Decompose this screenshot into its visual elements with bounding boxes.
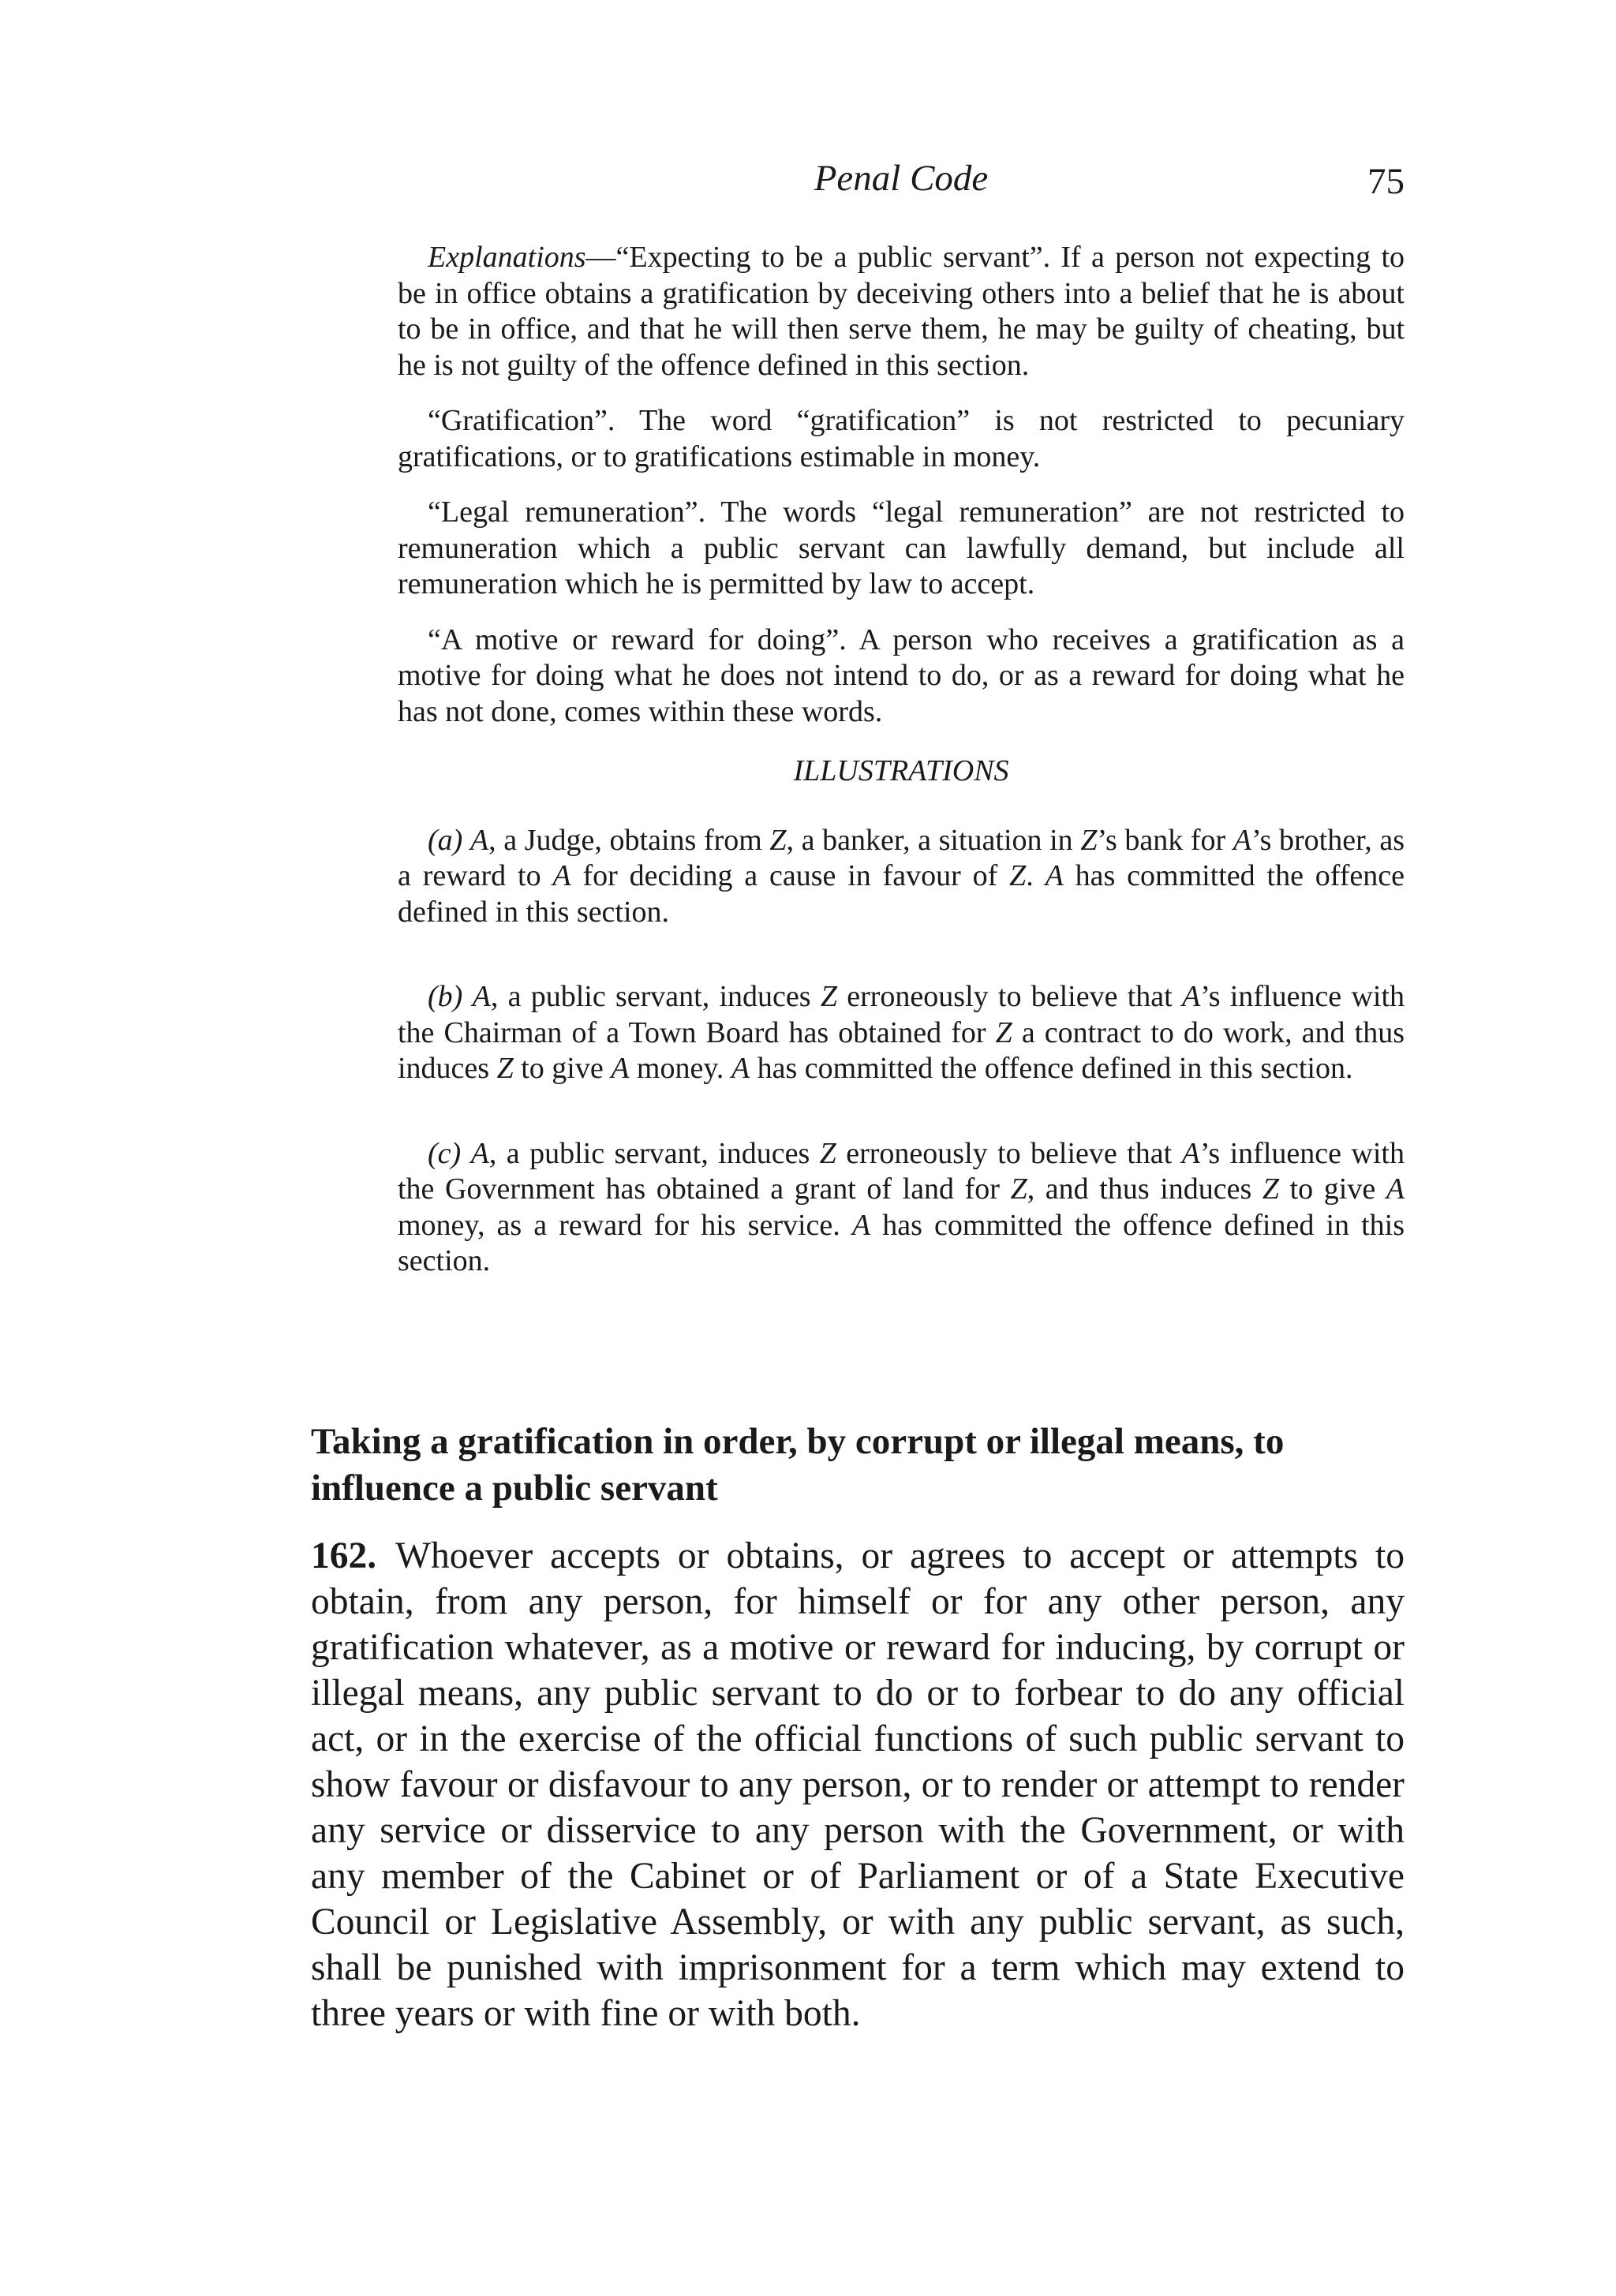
section-number: 162. xyxy=(311,1535,377,1576)
party-letter: A xyxy=(731,1052,750,1085)
illustration-text xyxy=(462,980,472,1013)
party-letter: A xyxy=(1233,823,1252,857)
illustration-label: (a) xyxy=(428,823,463,857)
explanation-paragraph-4: “A motive or reward for doing”. A person who receives a gratification as a motive for doing what he does not intend to do, or as a reward for doing what he has not done, comes within these words. xyxy=(398,623,1405,728)
illustration-text: has committed the offence defined in this section. xyxy=(750,1052,1353,1085)
illustration-text: , a public servant, induces xyxy=(490,980,821,1013)
party-letter: Z xyxy=(1262,1172,1280,1206)
party-letter: Z xyxy=(1080,823,1098,857)
party-letter: A xyxy=(1386,1172,1405,1206)
illustration-text: has committed the offence defined in this section. xyxy=(398,1208,1405,1277)
party-letter: A xyxy=(552,859,571,892)
illustration-text: to give xyxy=(1279,1172,1386,1206)
party-letter: Z xyxy=(1010,1172,1027,1206)
section-heading: Taking a gratification in order, by corrupt or illegal means, to influence a public servant xyxy=(311,1421,1285,1509)
illustration-b xyxy=(398,979,1405,1087)
explanations-dash: — xyxy=(585,241,616,274)
illustration-text: money. xyxy=(629,1052,731,1085)
party-letter: A xyxy=(470,1136,489,1170)
party-letter: Z xyxy=(769,823,787,857)
illustration-text: ’s brother, as a reward to xyxy=(398,823,1405,892)
illustration-text: ’s influence with the Chairman of a Town Board has obtained for xyxy=(398,980,1405,1049)
party-letter: A xyxy=(1045,859,1064,892)
section-text: Whoever accepts or obtains, or agrees to accept or attempts to obtain, from any person, for himself or for any other person, any gratification whatever, as a motive or reward for inducing, by corrupt or illegal means, any public servant to do or to forbear to do any official act, or in the exercise of the official functions of such public servant to show favour or disfavour to any person, or to render or attempt to render any service or disservice to any person with the Government, or with any member of the Cabinet or of Parliament or of a State Executive Council or Legislative Assembly, or with any public servant, as such, shall be punished with imprisonment for a term which may extend to three years or with fine or with both. xyxy=(311,1535,1405,2034)
illustration-text: erroneously to believe that xyxy=(836,980,1182,1013)
illustration-c xyxy=(398,1136,1405,1280)
illustration-text: a contract to do work, and thus induces xyxy=(398,1015,1405,1085)
party-letter: A xyxy=(1181,1136,1200,1170)
illustration-text: , and thus induces xyxy=(1027,1172,1262,1206)
illustration-text: , a public servant, induces xyxy=(488,1136,820,1170)
illustration-text: for deciding a cause in favour of xyxy=(570,859,1010,892)
illustration-text: , a banker, a situation in xyxy=(786,823,1081,857)
explanations-label: Explanations xyxy=(428,241,586,274)
explanation-text-1: “Expecting to be a public servant”. If a person not expecting to be in office obtains a gratification by deceiving others into a belief that he is about to be in office, and that he will then serve them, he may be guilty of cheating, but he is not guilty of the offence defined in this section. xyxy=(398,241,1405,382)
illustration-text: has committed the offence defined in this section. xyxy=(398,859,1405,929)
party-letter: Z xyxy=(820,980,837,1013)
illustration-label: (c) xyxy=(428,1136,462,1170)
illustration-text xyxy=(462,824,470,857)
party-letter: Z xyxy=(819,1136,836,1170)
illustration-text: ’s bank for xyxy=(1097,823,1233,857)
party-letter: Z xyxy=(995,1015,1012,1049)
party-letter: A xyxy=(1181,980,1201,1013)
illustration-text xyxy=(461,1137,470,1170)
illustration-text: to give xyxy=(513,1052,612,1085)
running-title: Penal Code xyxy=(814,158,989,199)
illustration-text: . xyxy=(1026,859,1046,892)
illustration-text: , a Judge, obtains from xyxy=(488,823,770,857)
page-number: 75 xyxy=(1367,161,1405,202)
section-162-body xyxy=(311,1533,1405,2036)
explanation-paragraph-1 xyxy=(398,240,1405,383)
party-letter: A xyxy=(472,980,491,1013)
explanation-paragraph-2: “Gratification”. The word “gratification” is not restricted to pecuniary gratifications, or to gratifications estimable in money. xyxy=(398,404,1405,473)
illustration-label: (b) xyxy=(428,980,463,1013)
illustration-text: money, as a reward for his service. xyxy=(398,1208,852,1242)
illustrations-heading: ILLUSTRATIONS xyxy=(793,754,1009,787)
party-letter: A xyxy=(469,823,489,857)
party-letter: A xyxy=(851,1208,871,1242)
party-letter: Z xyxy=(496,1052,514,1085)
illustration-text: ’s influence with the Government has obtained a grant of land for xyxy=(398,1136,1405,1206)
illustration-text: erroneously to believe that xyxy=(836,1136,1182,1170)
illustration-a xyxy=(398,823,1405,931)
running-header xyxy=(398,155,1405,210)
party-letter: A xyxy=(611,1052,630,1085)
explanations-block xyxy=(398,240,1405,1280)
party-letter: Z xyxy=(1009,859,1027,892)
explanation-paragraph-3: “Legal remuneration”. The words “legal remuneration” are not restricted to remuneration which a public servant can lawfully demand, but include all remuneration which he is permitted by law to accept. xyxy=(398,495,1405,600)
